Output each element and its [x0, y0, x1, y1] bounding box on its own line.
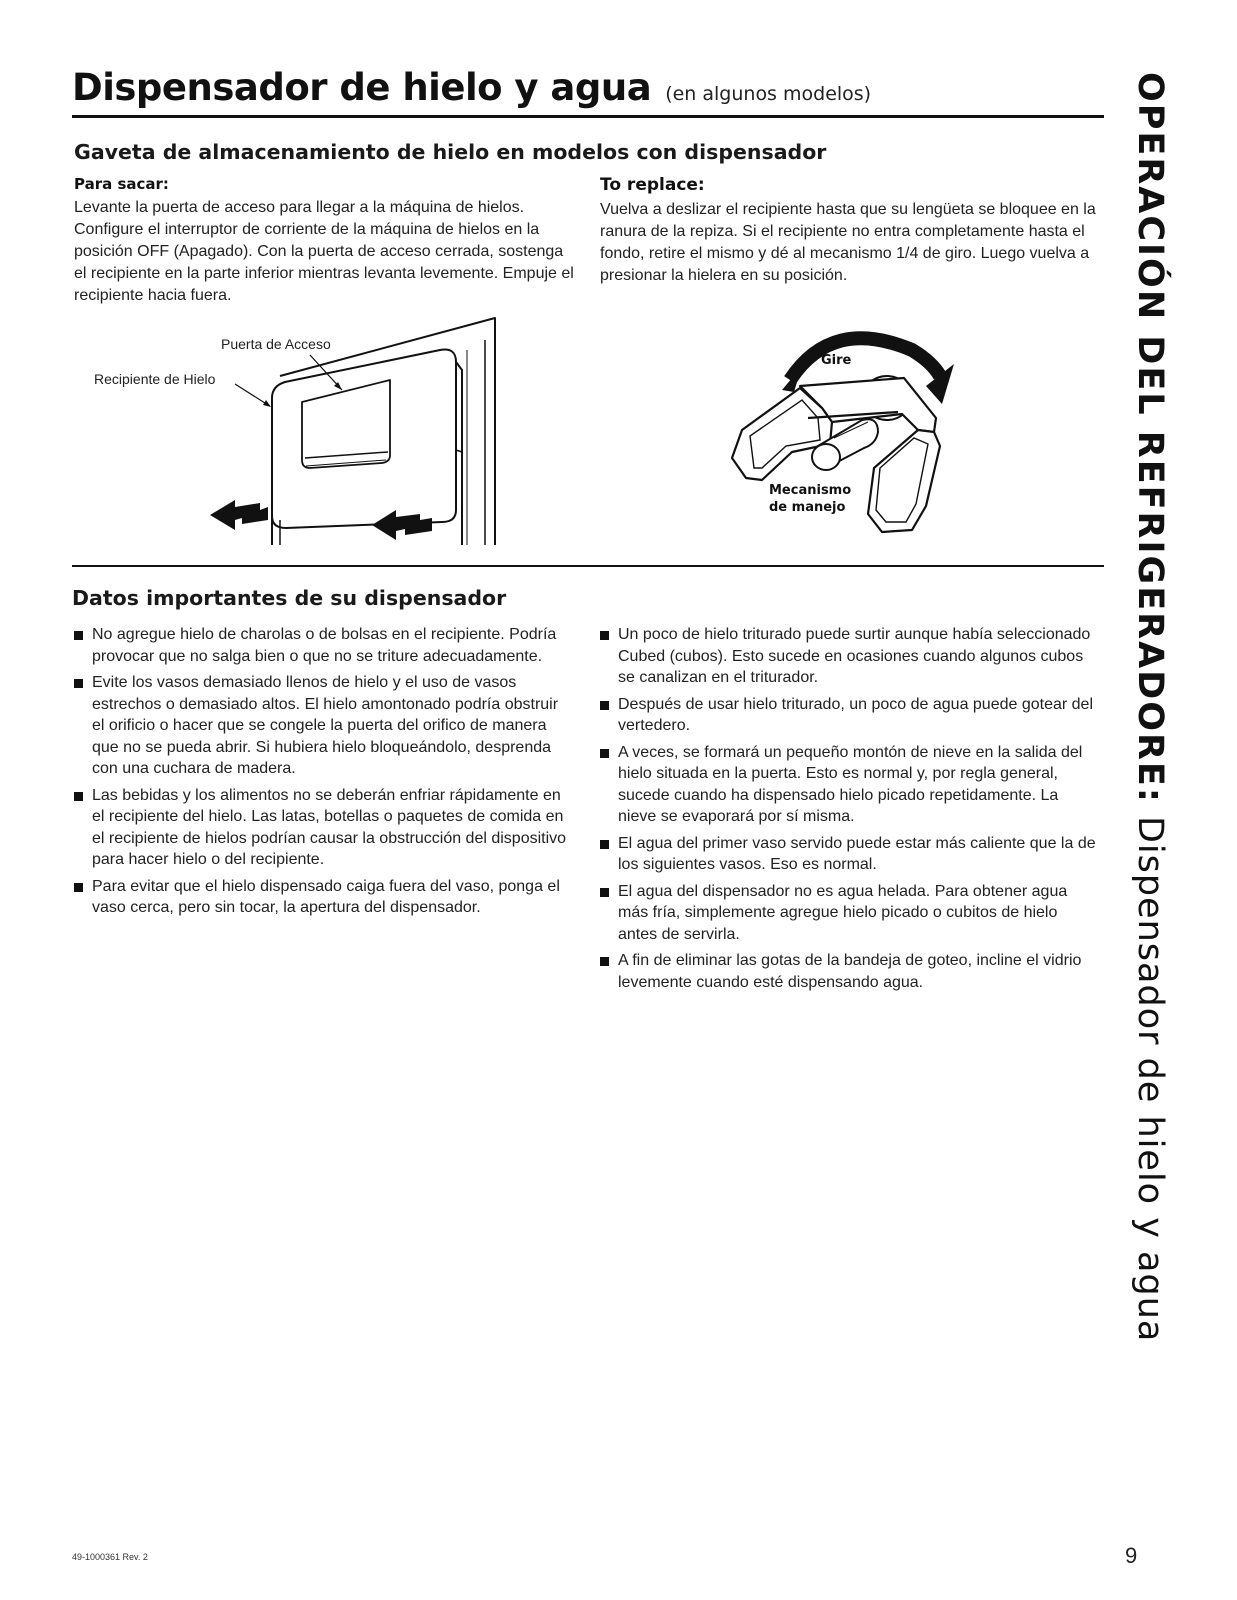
bullet-square: [600, 749, 609, 758]
list-item: No agregue hielo de charolas o de bolsas en el recipiente. Podría provocar que no salga bien o que no se triture adecuadamente.: [74, 624, 574, 667]
list-item: El agua del dispensador no es agua helada. Para obtener agua más fría, simplemente agregue hielo picado o cubitos de hielo antes de servirla.: [600, 881, 1100, 946]
list-item: Evite los vasos demasiado llenos de hielo y el uso de vasos estrechos o demasiado altos. El hielo amontonado podría obstruir el orificio o hacer que se congele la puerta del orifico de manera que no se pueda abrir. Si hubiera hielo bloqueándolo, desprenda con una cuchara de madera.: [74, 672, 574, 780]
list-item: Para evitar que el hielo dispensado caiga fuera del vaso, ponga el vaso cerca, pero sin tocar, la apertura del dispensador.: [74, 876, 574, 919]
list-item: Un poco de hielo triturado puede surtir aunque había seleccionado Cubed (cubos). Esto sucede en ocasiones cuando algunos cubos se canalizan en el triturador.: [600, 624, 1100, 689]
section-divider: [72, 565, 1104, 567]
section-storage-heading: Gaveta de almacenamiento de hielo en modelos con dispensador: [74, 140, 827, 164]
ice-bin-label: Recipiente de Hielo: [94, 371, 216, 387]
list-item: El agua del primer vaso servido puede estar más caliente que la de los siguientes vasos. Eso es normal.: [600, 833, 1100, 876]
page-subtitle: (en algunos modelos): [665, 83, 872, 105]
remove-text: Levante la puerta de acceso para llegar a la máquina de hielos. Configure el interruptor de corriente de la máquina de hielos en la posición OFF (Apagado). Con la puerta de acceso cerrada, sostenga el recipiente en la parte inferior mientras levanta levemente. Empuje el recipiente hacia fuera.: [74, 199, 574, 304]
bullet-square: [74, 792, 83, 801]
facts-right-column: [600, 624, 1100, 998]
page-header: [72, 66, 1112, 109]
bullet-square: [74, 631, 83, 640]
section-facts-heading: Datos importantes de su dispensador: [72, 586, 507, 610]
vertical-title-bold: OPERACIÓN DEL REFRIGERADORE:: [1130, 72, 1170, 804]
bullet-square: [600, 957, 609, 966]
document-code: 49-1000361 Rev. 2: [72, 1552, 148, 1562]
replace-text: Vuelva a deslizar el recipiente hasta que su lengüeta se bloquee en la ranura de la repiza. Si el recipiente no entra completamente hasta el fondo, retire el mismo y dé al mecanismo 1/4 de giro. Luego vuelva a presionar la hielera en su posición.: [600, 201, 1096, 284]
mechanism-label-line2: de manejo: [769, 500, 846, 515]
list-item: A fin de eliminar las gotas de la bandeja de goteo, incline el vidrio levemente cuando esté dispensando agua.: [600, 950, 1100, 993]
bullet-square: [600, 631, 609, 640]
header-rule: [72, 115, 1104, 118]
list-item: Las bebidas y los alimentos no se deberán enfriar rápidamente en el recipiente del hielo. Las latas, botellas o paquetes de comida en el recipiente de hielos podrían causar la obstrucción del dispositivo para hacer hielo o del recipiente.: [74, 785, 574, 871]
bullet-square: [600, 840, 609, 849]
mechanism-label-line1: Mecanismo: [769, 483, 852, 498]
turn-label: Gire: [821, 353, 852, 368]
access-door-label: Puerta de Acceso: [221, 336, 331, 352]
replace-heading: To replace:: [600, 175, 705, 195]
vertical-section-title: [1108, 72, 1176, 1343]
bullet-square: [74, 883, 83, 892]
page-title: Dispensador de hielo y agua: [72, 66, 652, 109]
list-item: Después de usar hielo triturado, un poco de agua puede gotear del vertedero.: [600, 694, 1100, 737]
bullet-square: [74, 679, 83, 688]
bullet-square: [600, 701, 609, 710]
remove-heading: Para sacar:: [74, 175, 169, 193]
page-number: 9: [1125, 1543, 1138, 1568]
bullet-square: [600, 888, 609, 897]
facts-left-column: [74, 624, 574, 924]
vertical-title-regular: Dispensador de hielo y agua: [1130, 803, 1170, 1343]
pull-arrow-left: [210, 500, 268, 530]
list-item: A veces, se formará un pequeño montón de nieve en la salida del hielo situada en la puerta. Esto es normal y, por regla general, sucede cuando ha dispensado hielo picado repetidamente. La nieve se evaporará por sí misma.: [600, 742, 1100, 828]
